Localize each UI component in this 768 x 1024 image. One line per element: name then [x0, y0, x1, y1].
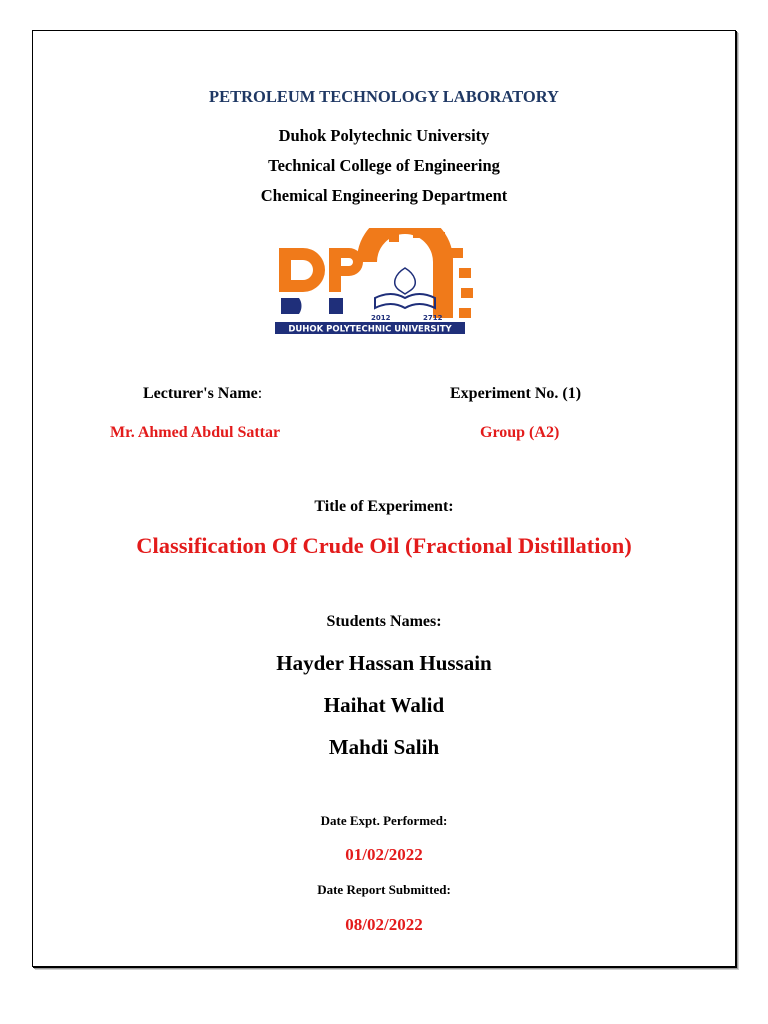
date-performed-label: Date Expt. Performed: [320, 813, 448, 828]
student-name: Haihat Walid [323, 693, 445, 717]
student-name: Hayder Hassan Hussain [276, 651, 492, 675]
student-name: Mahdi Salih [328, 735, 440, 759]
dp-monogram [279, 248, 363, 314]
university-name: Duhok Polytechnic University [278, 126, 490, 145]
date-submitted-label: Date Report Submitted: [317, 882, 451, 897]
department-name: Chemical Engineering Department [260, 186, 508, 205]
lecturer-name: Mr. Ahmed Abdul Sattar [110, 424, 281, 441]
lecturer-label: Lecturer's Name: [143, 385, 263, 402]
lab-title: PETROLEUM TECHNOLOGY LABORATORY [209, 87, 559, 106]
logo-year-left: 2012 [371, 314, 391, 322]
date-submitted: 08/02/2022 [345, 915, 423, 934]
book-icon [371, 268, 443, 322]
experiment-title: Classification Of Crude Oil (Fractional Distillation) [136, 533, 632, 558]
students-label: Students Names: [326, 613, 442, 630]
experiment-title-label: Title of Experiment: [314, 498, 454, 515]
experiment-number: Experiment No. (1) [450, 385, 582, 402]
university-logo [275, 228, 477, 336]
group-label: Group (A2) [480, 424, 560, 441]
logo-year-right: 2712 [423, 314, 443, 322]
lecturer-label-colon: : [257, 385, 263, 402]
logo-banner-text: DUHOK POLYTECHNIC UNIVERSITY [288, 324, 452, 335]
date-performed: 01/02/2022 [345, 845, 423, 864]
college-name: Technical College of Engineering [268, 156, 500, 175]
